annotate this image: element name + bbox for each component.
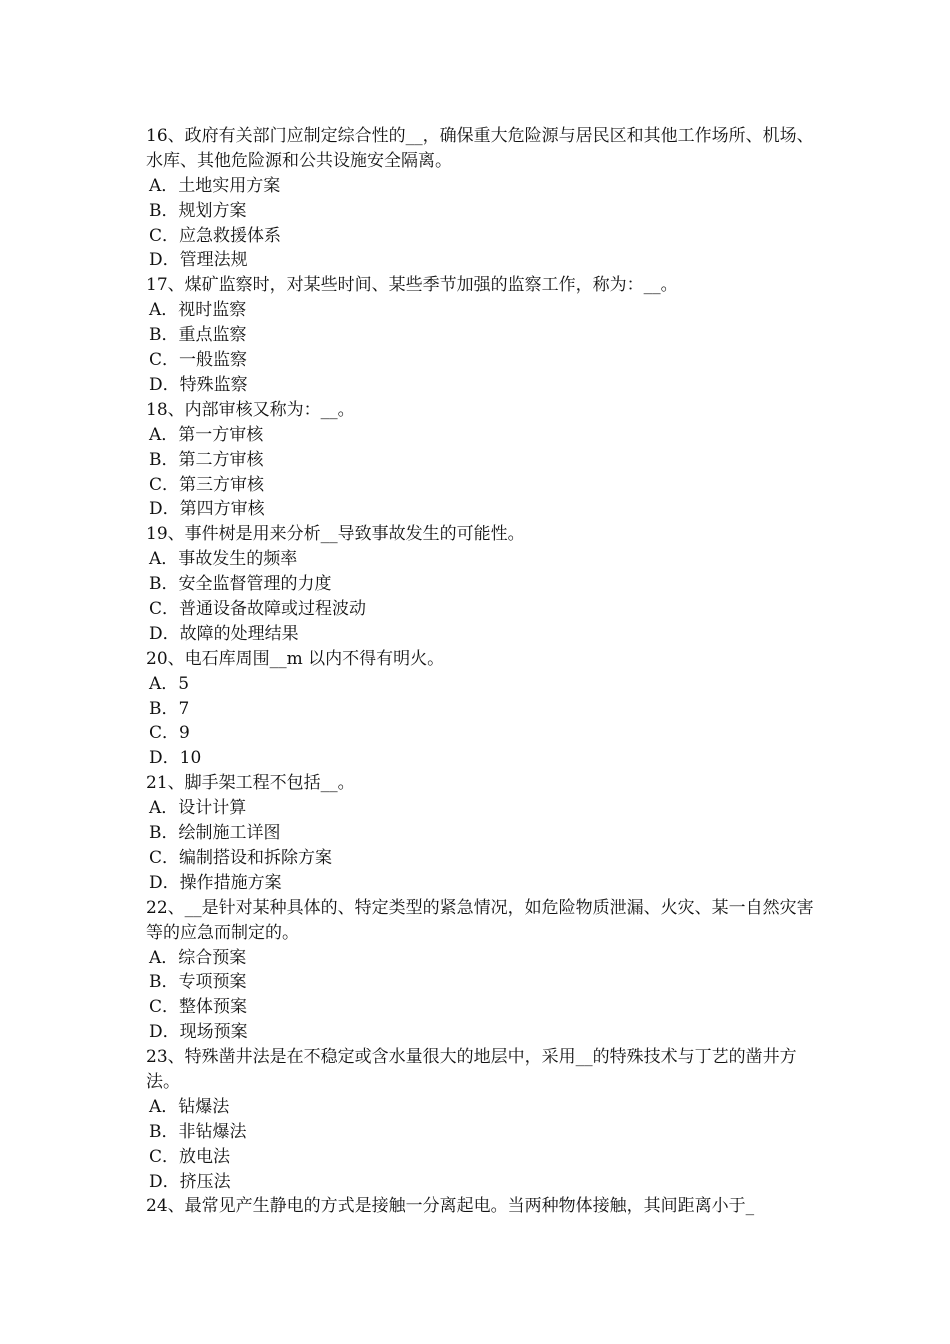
question-text: 23、特殊凿井法是在不稳定或含水量很大的地层中，采用__的特殊技术与丁艺的凿井方法。 — [146, 1047, 797, 1092]
option-a: A．事故发生的频率 — [149, 549, 298, 570]
option-c: C．9 — [149, 723, 190, 744]
question-19 — [146, 522, 826, 646]
question-text: 17、煤矿监察时，对某些时间、某些季节加强的监察工作，称为：__。 — [146, 275, 678, 296]
question-text: 19、事件树是用来分析__导致事故发生的可能性。 — [146, 524, 525, 545]
question-18 — [146, 398, 826, 522]
option-b: B．重点监察 — [149, 325, 247, 346]
question-16 — [146, 124, 826, 273]
option-d: D．挤压法 — [149, 1171, 231, 1192]
option-a: A．5 — [149, 673, 190, 694]
question-text: 24、最常见产生静电的方式是接触一分离起电。当两种物体接触，其间距离小于_ — [146, 1196, 755, 1217]
option-c: C．一般监察 — [149, 350, 248, 371]
option-d: D．操作措施方案 — [149, 872, 282, 893]
question-text: 20、电石库周围__m 以内不得有明火。 — [146, 648, 445, 669]
option-b: B．安全监督管理的力度 — [149, 574, 332, 595]
question-20 — [146, 647, 826, 771]
option-b: B．专项预案 — [149, 972, 247, 993]
option-b: B．规划方案 — [149, 200, 247, 221]
option-c: C．第三方审核 — [149, 474, 265, 495]
question-21 — [146, 771, 826, 895]
option-b: B．7 — [149, 698, 190, 719]
question-22 — [146, 896, 826, 1045]
option-d: D．第四方审核 — [149, 499, 265, 520]
option-a: A．第一方审核 — [149, 424, 264, 445]
question-17 — [146, 273, 826, 397]
option-d: D．10 — [149, 748, 202, 769]
question-text: 21、脚手架工程不包括__。 — [146, 773, 355, 794]
question-24 — [146, 1194, 826, 1219]
question-list — [146, 124, 826, 1219]
question-text: 18、内部审核又称为：__。 — [146, 399, 355, 420]
option-d: D．故障的处理结果 — [149, 623, 299, 644]
option-b: B．绘制施工详图 — [149, 823, 281, 844]
option-c: C．普通设备故障或过程波动 — [149, 599, 367, 619]
option-c: C．放电法 — [149, 1146, 231, 1167]
option-d: D．特殊监察 — [149, 374, 248, 395]
option-a: A．土地实用方案 — [149, 175, 281, 196]
question-text: 16、政府有关部门应制定综合性的__，确保重大危险源与居民区和其他工作场所、机场、水库、其他危险源和公共设施安全隔离。 — [146, 126, 814, 171]
option-c: C．整体预案 — [149, 997, 248, 1018]
option-b: B．第二方审核 — [149, 449, 264, 470]
option-a: A．钻爆法 — [149, 1096, 230, 1117]
option-a: A．设计计算 — [149, 798, 247, 819]
question-text: 22、__是针对某种具体的、特定类型的紧急情况，如危险物质泄漏、火灾、某一自然灾害等的应急而制定的。 — [146, 897, 814, 943]
option-b: B．非钻爆法 — [149, 1121, 247, 1142]
question-23 — [146, 1045, 826, 1194]
option-a: A．视时监察 — [149, 300, 247, 321]
option-d: D．管理法规 — [149, 250, 248, 271]
option-c: C．应急救援体系 — [149, 225, 282, 246]
option-a: A．综合预案 — [149, 947, 247, 968]
option-d: D．现场预案 — [149, 1022, 248, 1043]
option-c: C．编制搭设和拆除方案 — [149, 847, 333, 868]
